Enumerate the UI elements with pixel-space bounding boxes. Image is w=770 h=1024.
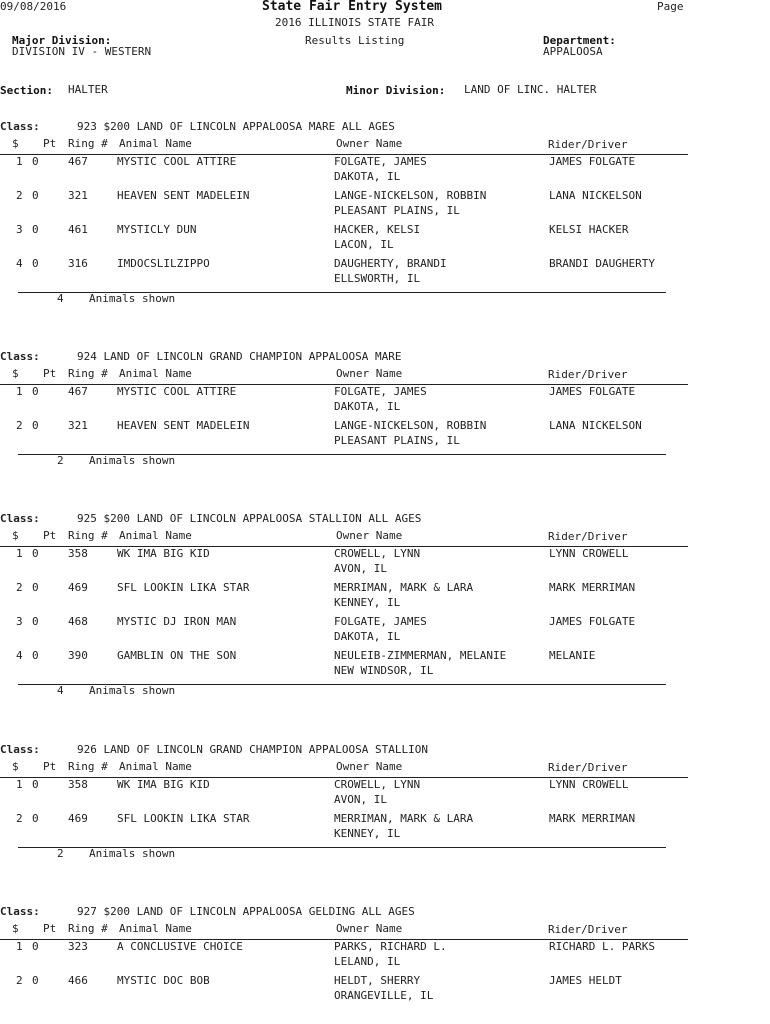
entry-place: 2 — [16, 189, 23, 202]
report-date: 09/08/2016 — [0, 0, 67, 13]
entry-owner-location: KENNEY, IL — [334, 827, 401, 840]
col-ring: Ring # — [68, 137, 108, 150]
entry-animal-name: MYSTIC COOL ATTIRE — [117, 155, 237, 168]
entry-animal-name: GAMBLIN ON THE SON — [117, 649, 237, 662]
entry-rider-driver: JAMES FOLGATE — [549, 385, 636, 398]
entry-place: 1 — [16, 385, 23, 398]
class-label: Class: — [0, 905, 40, 918]
entry-owner-location: DAKOTA, IL — [334, 400, 401, 413]
entry-owner-name: HACKER, KELSI — [334, 223, 421, 236]
class-label: Class: — [0, 120, 40, 133]
col-animal-name: Animal Name — [119, 137, 192, 150]
entry-ring-number: 358 — [68, 778, 88, 791]
entry-ring-number: 358 — [68, 547, 88, 560]
entry-ring-number: 321 — [68, 189, 88, 202]
entry-owner-name: MERRIMAN, MARK & LARA — [334, 812, 474, 825]
entry-points: 0 — [32, 581, 39, 594]
entry-place: 2 — [16, 581, 23, 594]
entry-ring-number: 323 — [68, 940, 88, 953]
entry-owner-name: PARKS, RICHARD L. — [334, 940, 447, 953]
col-ring: Ring # — [68, 760, 108, 773]
entry-points: 0 — [32, 778, 39, 791]
entry-place: 2 — [16, 812, 23, 825]
entry-rider-driver: MELANIE — [549, 649, 596, 662]
entry-ring-number: 467 — [68, 385, 88, 398]
entry-points: 0 — [32, 155, 39, 168]
section-value: HALTER — [68, 83, 108, 96]
entry-ring-number: 461 — [68, 223, 88, 236]
entry-place: 4 — [16, 649, 23, 662]
animals-shown-count: 2 — [57, 454, 64, 467]
col-animal-name: Animal Name — [119, 922, 192, 935]
class-title: 926 LAND OF LINCOLN GRAND CHAMPION APPALOOSA STALLION — [77, 743, 428, 756]
class-title: 924 LAND OF LINCOLN GRAND CHAMPION APPALOOSA MARE — [77, 350, 402, 363]
col-dollar: $ — [12, 922, 19, 935]
entry-place: 1 — [16, 940, 23, 953]
entry-rider-driver: MARK MERRIMAN — [549, 812, 636, 825]
col-rider-driver: Rider/Driver — [548, 138, 628, 151]
entry-points: 0 — [32, 974, 39, 987]
col-owner-name: Owner Name — [336, 367, 403, 380]
entry-owner-location: DAKOTA, IL — [334, 170, 401, 183]
entry-points: 0 — [32, 812, 39, 825]
entry-rider-driver: KELSI HACKER — [549, 223, 629, 236]
col-ring: Ring # — [68, 922, 108, 935]
entry-owner-name: DAUGHERTY, BRANDI — [334, 257, 447, 270]
entry-place: 1 — [16, 547, 23, 560]
animals-shown-count: 4 — [57, 684, 64, 697]
entry-owner-name: FOLGATE, JAMES — [334, 385, 427, 398]
entry-ring-number: 469 — [68, 581, 88, 594]
entry-owner-name: NEULEIB-ZIMMERMAN, MELANIE — [334, 649, 507, 662]
entry-owner-location: PLEASANT PLAINS, IL — [334, 434, 460, 447]
entry-rider-driver: LYNN CROWELL — [549, 547, 629, 560]
entry-owner-location: DAKOTA, IL — [334, 630, 401, 643]
entry-owner-name: MERRIMAN, MARK & LARA — [334, 581, 474, 594]
entry-rider-driver: RICHARD L. PARKS — [549, 940, 655, 953]
entry-place: 2 — [16, 974, 23, 987]
entry-points: 0 — [32, 940, 39, 953]
major-division-label: Major Division: — [12, 34, 112, 47]
animals-shown-label: Animals shown — [89, 847, 176, 860]
col-rider-driver: Rider/Driver — [548, 368, 628, 381]
entry-rider-driver: JAMES FOLGATE — [549, 155, 636, 168]
class-label: Class: — [0, 743, 40, 756]
entry-place: 1 — [16, 778, 23, 791]
col-animal-name: Animal Name — [119, 529, 192, 542]
animals-shown-label: Animals shown — [89, 292, 176, 305]
entry-owner-name: FOLGATE, JAMES — [334, 615, 427, 628]
entry-animal-name: WK IMA BIG KID — [117, 778, 210, 791]
entry-owner-location: ELLSWORTH, IL — [334, 272, 421, 285]
col-rider-driver: Rider/Driver — [548, 923, 628, 936]
entry-animal-name: A CONCLUSIVE CHOICE — [117, 940, 243, 953]
entry-ring-number: 321 — [68, 419, 88, 432]
col-dollar: $ — [12, 529, 19, 542]
entry-rider-driver: MARK MERRIMAN — [549, 581, 636, 594]
entry-owner-name: CROWELL, LYNN — [334, 547, 421, 560]
entry-place: 1 — [16, 155, 23, 168]
col-owner-name: Owner Name — [336, 529, 403, 542]
col-animal-name: Animal Name — [119, 367, 192, 380]
report-name: Results Listing — [305, 34, 405, 47]
entry-rider-driver: LANA NICKELSON — [549, 419, 642, 432]
entry-animal-name: MYSTIC COOL ATTIRE — [117, 385, 237, 398]
animals-shown-count: 2 — [57, 847, 64, 860]
entry-rider-driver: JAMES FOLGATE — [549, 615, 636, 628]
animals-shown-label: Animals shown — [89, 684, 176, 697]
entry-points: 0 — [32, 257, 39, 270]
entry-animal-name: MYSTIC DOC BOB — [117, 974, 210, 987]
col-pt: Pt — [43, 137, 57, 150]
entry-owner-location: AVON, IL — [334, 793, 387, 806]
col-pt: Pt — [43, 760, 57, 773]
entry-owner-location: NEW WINDSOR, IL — [334, 664, 434, 677]
col-owner-name: Owner Name — [336, 760, 403, 773]
entry-ring-number: 469 — [68, 812, 88, 825]
entry-owner-name: LANGE-NICKELSON, ROBBIN — [334, 189, 487, 202]
entry-owner-location: KENNEY, IL — [334, 596, 401, 609]
entry-owner-location: AVON, IL — [334, 562, 387, 575]
col-ring: Ring # — [68, 367, 108, 380]
entry-owner-name: LANGE-NICKELSON, ROBBIN — [334, 419, 487, 432]
entry-ring-number: 316 — [68, 257, 88, 270]
col-rider-driver: Rider/Driver — [548, 530, 628, 543]
col-pt: Pt — [43, 922, 57, 935]
entry-place: 3 — [16, 615, 23, 628]
entry-points: 0 — [32, 547, 39, 560]
class-title: 923 $200 LAND OF LINCOLN APPALOOSA MARE ALL AGES — [77, 120, 395, 133]
entry-owner-name: HELDT, SHERRY — [334, 974, 421, 987]
major-division-value: DIVISION IV - WESTERN — [12, 45, 152, 58]
entry-place: 2 — [16, 419, 23, 432]
entry-animal-name: HEAVEN SENT MADELEIN — [117, 189, 250, 202]
class-label: Class: — [0, 512, 40, 525]
entry-rider-driver: BRANDI DAUGHERTY — [549, 257, 655, 270]
entry-animal-name: SFL LOOKIN LIKA STAR — [117, 812, 250, 825]
entry-points: 0 — [32, 419, 39, 432]
col-dollar: $ — [12, 760, 19, 773]
entry-points: 0 — [32, 649, 39, 662]
col-dollar: $ — [12, 367, 19, 380]
department-value: APPALOOSA — [543, 45, 603, 58]
entry-points: 0 — [32, 189, 39, 202]
entry-place: 4 — [16, 257, 23, 270]
entry-owner-location: LELAND, IL — [334, 955, 401, 968]
entry-owner-location: ORANGEVILLE, IL — [334, 989, 434, 1002]
entry-ring-number: 390 — [68, 649, 88, 662]
entry-animal-name: WK IMA BIG KID — [117, 547, 210, 560]
col-pt: Pt — [43, 367, 57, 380]
animals-shown-label: Animals shown — [89, 454, 176, 467]
col-animal-name: Animal Name — [119, 760, 192, 773]
col-dollar: $ — [12, 137, 19, 150]
entry-rider-driver: LANA NICKELSON — [549, 189, 642, 202]
entry-place: 3 — [16, 223, 23, 236]
col-owner-name: Owner Name — [336, 922, 403, 935]
col-rider-driver: Rider/Driver — [548, 761, 628, 774]
system-title: State Fair Entry System — [262, 0, 443, 14]
department-label: Department: — [543, 34, 616, 47]
entry-rider-driver: LYNN CROWELL — [549, 778, 629, 791]
entry-points: 0 — [32, 385, 39, 398]
minor-division-value: LAND OF LINC. HALTER — [464, 83, 597, 96]
entry-animal-name: IMDOCSLILZIPPO — [117, 257, 210, 270]
entry-ring-number: 468 — [68, 615, 88, 628]
fair-name: 2016 ILLINOIS STATE FAIR — [275, 16, 434, 29]
section-label: Section: — [0, 84, 53, 97]
entry-ring-number: 467 — [68, 155, 88, 168]
entry-animal-name: MYSTIC DJ IRON MAN — [117, 615, 237, 628]
entry-owner-location: PLEASANT PLAINS, IL — [334, 204, 460, 217]
entry-points: 0 — [32, 615, 39, 628]
col-owner-name: Owner Name — [336, 137, 403, 150]
minor-division-label: Minor Division: — [346, 84, 446, 97]
entry-animal-name: SFL LOOKIN LIKA STAR — [117, 581, 250, 594]
entry-owner-location: LACON, IL — [334, 238, 394, 251]
entry-ring-number: 466 — [68, 974, 88, 987]
entry-owner-name: FOLGATE, JAMES — [334, 155, 427, 168]
animals-shown-count: 4 — [57, 292, 64, 305]
col-ring: Ring # — [68, 529, 108, 542]
class-title: 925 $200 LAND OF LINCOLN APPALOOSA STALLION ALL AGES — [77, 512, 422, 525]
entry-rider-driver: JAMES HELDT — [549, 974, 622, 987]
col-pt: Pt — [43, 529, 57, 542]
class-title: 927 $200 LAND OF LINCOLN APPALOOSA GELDING ALL AGES — [77, 905, 415, 918]
entry-points: 0 — [32, 223, 39, 236]
entry-animal-name: HEAVEN SENT MADELEIN — [117, 419, 250, 432]
class-label: Class: — [0, 350, 40, 363]
entry-owner-name: CROWELL, LYNN — [334, 778, 421, 791]
page-label: Page — [657, 0, 684, 13]
entry-animal-name: MYSTICLY DUN — [117, 223, 197, 236]
